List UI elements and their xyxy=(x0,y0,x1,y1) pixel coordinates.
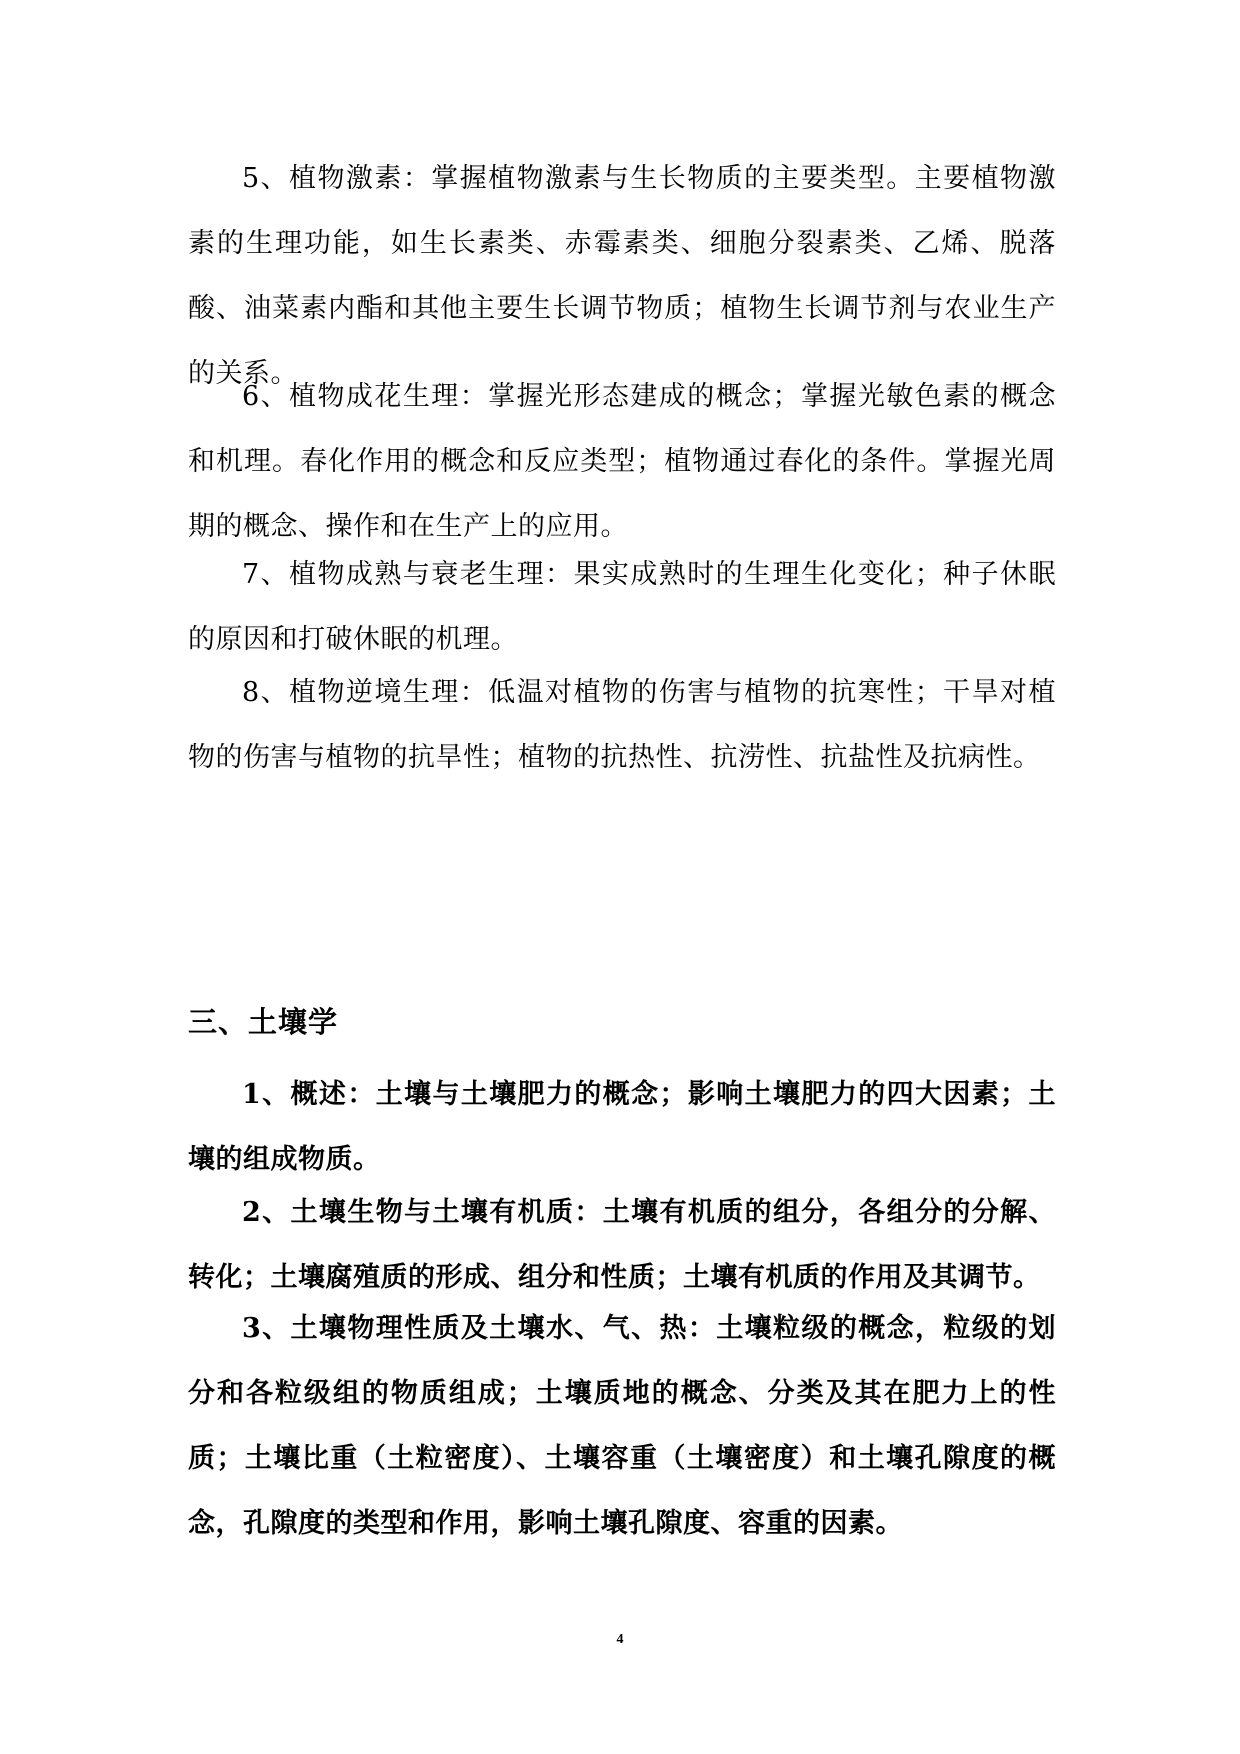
page-number: 4 xyxy=(616,1632,624,1647)
paragraph-maturation-senescence: 7、植物成熟与衰老生理：果实成熟时的生理生化变化；种子休眠的原因和打破休眠的机理。 xyxy=(188,559,1056,655)
paragraph-soil-organic-matter: 2、土壤生物与土壤有机质：土壤有机质的组分，各组分的分解、转化；土壤腐殖质的形成、组分和性质；土壤有机质的作用及其调节。 xyxy=(188,1197,1056,1293)
section-heading-soil-science: 三、土壤学 xyxy=(188,1005,339,1039)
paragraph-soil-physical-properties: 3、土壤物理性质及土壤水、气、热：土壤粒级的概念，粒级的划分和各粒级组的物质组成；土壤质地的概念、分类及其在肥力上的性质；土壤比重（土粒密度）、土壤容重（土壤密度）和土壤孔隙度的概念，孔隙度的类型和作用，影响土壤孔隙度、容重的因素。 xyxy=(188,1313,1056,1539)
paragraph-soil-overview: 1、概述：土壤与土壤肥力的概念；影响土壤肥力的四大因素；土壤的组成物质。 xyxy=(188,1079,1056,1175)
paragraph-stress-physiology: 8、植物逆境生理：低温对植物的伤害与植物的抗寒性；干旱对植物的伤害与植物的抗旱性；植物的抗热性、抗涝性、抗盐性及抗病性。 xyxy=(188,677,1056,773)
paragraph-plant-hormones: 5、植物激素：掌握植物激素与生长物质的主要类型。主要植物激素的生理功能，如生长素类、赤霉素类、细胞分裂素类、乙烯、脱落酸、油菜素内酯和其他主要生长调节物质；植物生长调节剂与农业生产的关系。 xyxy=(188,163,1056,389)
paragraph-flowering-physiology: 6、植物成花生理：掌握光形态建成的概念；掌握光敏色素的概念和机理。春化作用的概念和反应类型；植物通过春化的条件。掌握光周期的概念、操作和在生产上的应用。 xyxy=(188,381,1056,542)
